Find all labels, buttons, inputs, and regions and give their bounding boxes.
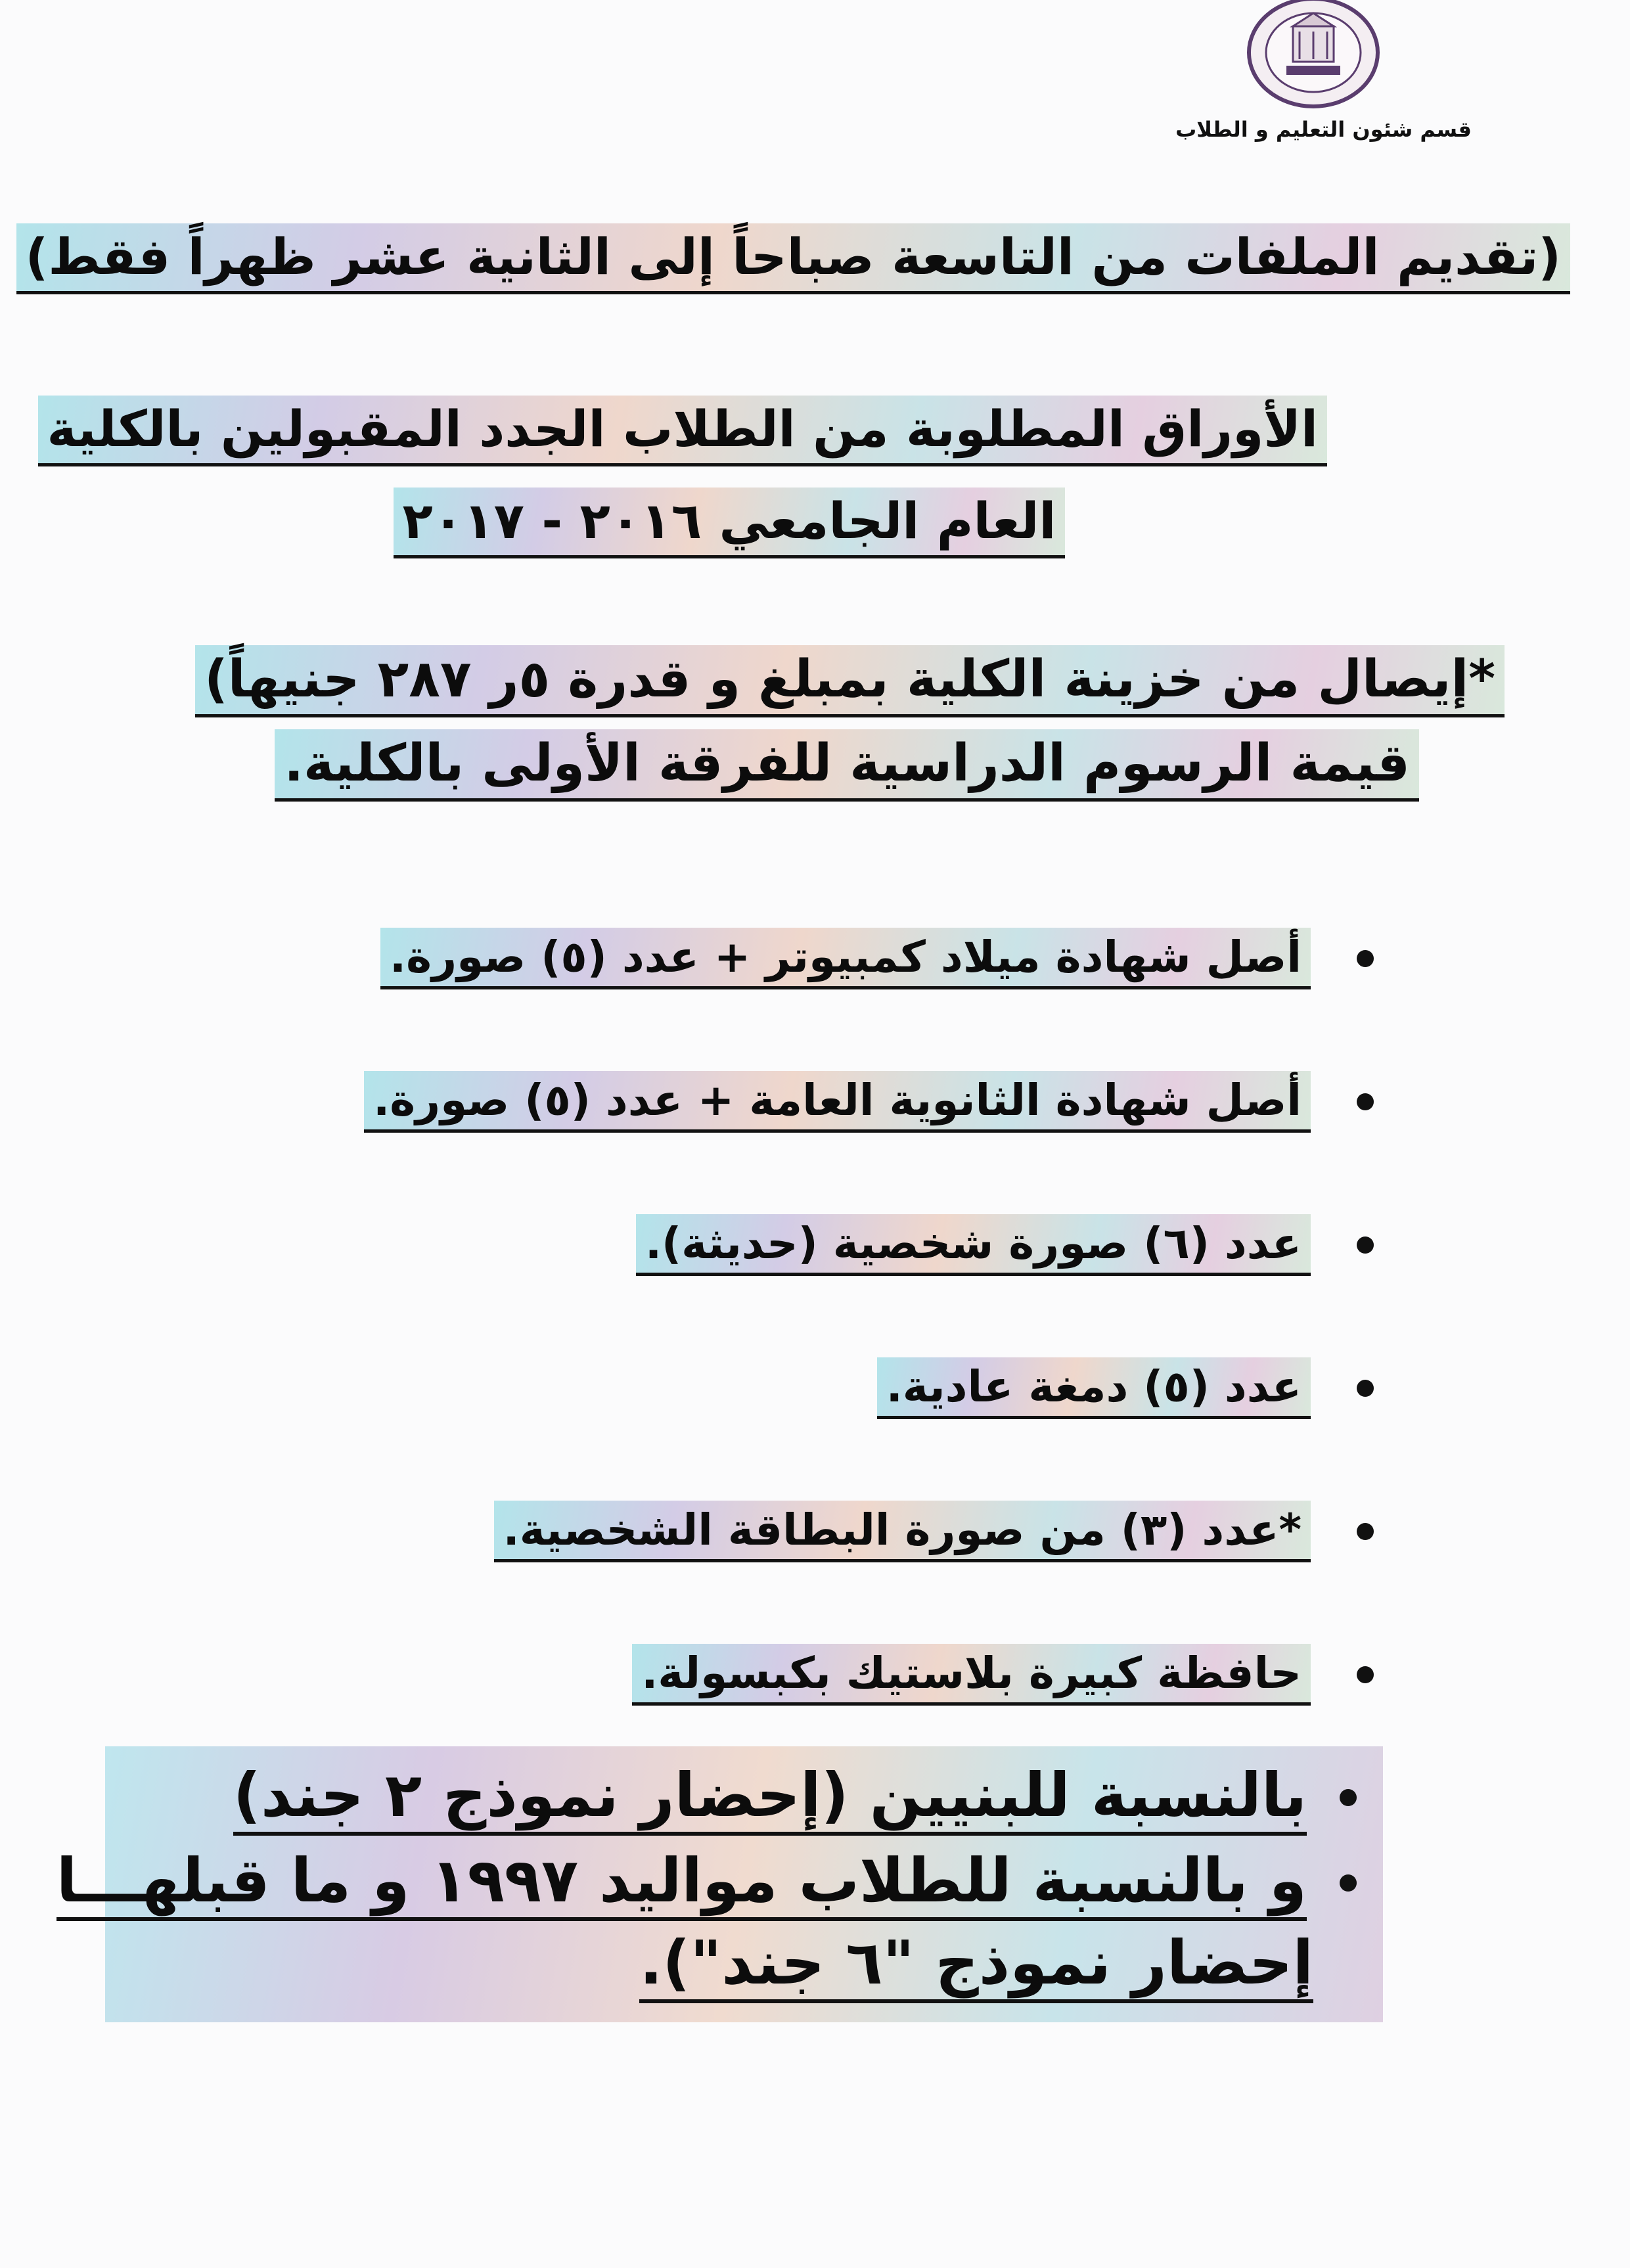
list-item-text: *عدد (٣) من صورة البطاقة الشخصية. [494,1501,1311,1562]
list-item [257,1030,1374,1173]
boys-note [105,1759,1383,1836]
page-title [47,396,1327,466]
born-note-text-2: إحضار نموذج "٦ جند"). [639,1927,1313,2003]
bullet-icon [1357,1666,1374,1683]
list-item-text: عدد (٦) صورة شخصية (حديثة). [636,1214,1311,1276]
receipt-text-2: قيمة الرسوم الدراسية للفرقة الأولى بالكلية. [275,729,1419,802]
submission-hours [25,223,1570,294]
academic-year-text: العام الجامعي ٢٠١٦ - ٢٠١٧ [394,488,1066,558]
born-note [56,1845,1383,1921]
boys-note-text: بالنسبة للبنيين (إحضار نموذج ٢ جند) [233,1759,1307,1836]
born-note-continued [105,1927,1383,2003]
born-note-text-1: و بالنسبة للطلاب مواليد ١٩٩٧ و ما قبلهـــا [57,1845,1307,1921]
page-title-text: الأوراق المطلوبة من الطلاب الجدد المقبولين بالكلية [38,396,1327,466]
requirements-list [257,887,1374,1746]
bullet-icon [1357,1380,1374,1397]
receipt-text-1: *إيصال من خزينة الكلية بمبلغ و قدرة ٥ر ٢٨٧ جنيهاً) [195,645,1505,717]
bullet-icon [1357,950,1374,967]
bullet-icon [1357,1523,1374,1540]
academic-year [368,488,1091,558]
department-name: قسم شئون التعليم و الطلاب [1175,117,1472,142]
list-item-text: أصل شهادة الثانوية العامة + عدد (٥) صورة. [364,1071,1311,1133]
bullet-icon [1357,1236,1374,1254]
list-item-text: حافظة كبيرة بلاستيك بكبسولة. [632,1644,1311,1706]
receipt-line-1 [151,645,1505,717]
list-item [257,887,1374,1030]
submission-hours-text: (تقديم الملفات من التاسعة صباحاً إلى الثانية عشر ظهراً فقط) [16,223,1570,294]
university-seal-logo [1240,0,1386,112]
bullet-icon [1340,1789,1357,1806]
list-item-text: عدد (٥) دمغة عادية. [877,1357,1311,1419]
list-item [257,1603,1374,1746]
receipt-line-2 [284,729,1419,802]
list-item-text: أصل شهادة ميلاد كمبيوتر + عدد (٥) صورة. [380,928,1311,989]
military-notes-box [56,1746,1383,2022]
list-item [257,1460,1374,1603]
bullet-icon [1357,1093,1374,1110]
bullet-icon [1340,1874,1357,1892]
list-item [257,1317,1374,1460]
list-item [257,1173,1374,1317]
